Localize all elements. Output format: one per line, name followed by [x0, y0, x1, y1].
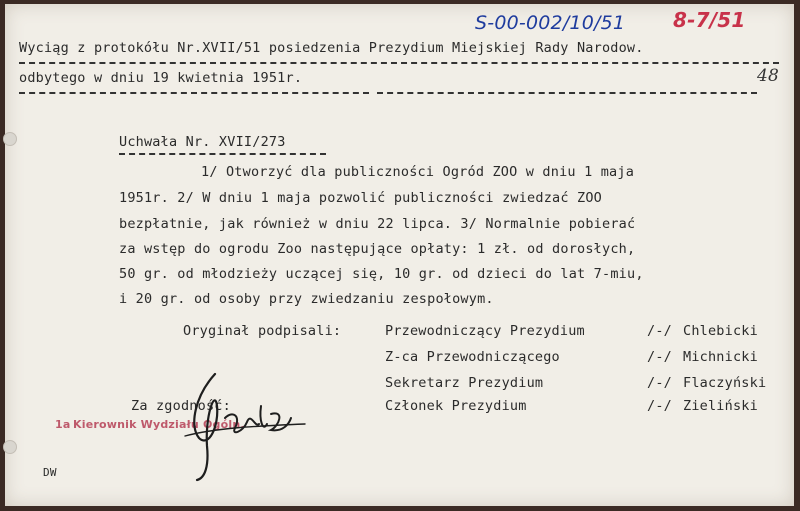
archive-number: S-00-002/10/51	[475, 12, 626, 34]
punch-hole-top	[3, 132, 17, 146]
signature-name-2: Michnicki	[683, 349, 758, 365]
signature-mark-4: /-/	[647, 398, 672, 414]
header-line-1: Wyciąg z protokółu Nr.XVII/51 posiedzenia Prezydium Miejskiej Rady Narodow.	[19, 40, 644, 56]
header-dash-2b	[377, 92, 757, 94]
signature-role-4: Członek Prezydium	[385, 398, 527, 414]
signature-role-3: Sekretarz Prezydium	[385, 375, 544, 391]
signature-name-1: Chlebicki	[683, 323, 758, 339]
signature-role-2: Z-ca Przewodniczącego	[385, 349, 560, 365]
typist-initials: DW	[43, 466, 57, 479]
signature-mark-1: /-/	[647, 323, 672, 339]
signature-mark-2: /-/	[647, 349, 672, 365]
header-dash-1	[19, 62, 779, 64]
body-line-4: za wstęp do ogrodu Zoo następujące opłaty: 1 zł. od dorosłych,	[119, 241, 636, 257]
body-line-1: 1/ Otworzyć dla publiczności Ogród ZOO w dniu 1 maja	[201, 164, 635, 180]
conformity-label: Za zgodność:	[131, 398, 231, 414]
signature-mark-3: /-/	[647, 375, 672, 391]
header-line-2: odbytego w dniu 19 kwietnia 1951r.	[19, 70, 303, 86]
punch-hole-bottom	[3, 440, 17, 454]
office-stamp-prefix: 1a	[55, 418, 71, 431]
page-number: 48	[757, 66, 780, 86]
signature-name-4: Zieliński	[683, 398, 758, 414]
header-dash-2	[19, 92, 369, 94]
red-reference-number: 8-7/51	[673, 8, 746, 32]
body-line-2: 1951r. 2/ W dniu 1 maja pozwolić publiczności zwiedzać ZOO	[119, 190, 603, 206]
body-line-5: 50 gr. od młodzieży uczącej się, 10 gr. od dzieci do lat 7-miu,	[119, 266, 644, 282]
document-page	[5, 4, 794, 506]
body-line-6: i 20 gr. od osoby przy zwiedzaniu zespołowym.	[119, 291, 494, 307]
handwritten-signature	[175, 366, 315, 484]
signature-role-1: Przewodniczący Prezydium	[385, 323, 585, 339]
title-underline	[119, 153, 326, 155]
resolution-title: Uchwała Nr. XVII/273	[119, 134, 286, 150]
body-line-3: bezpłatnie, jak również w dniu 22 lipca. 3/ Normalnie pobierać	[119, 216, 636, 232]
signatures-intro: Oryginał podpisali:	[183, 323, 342, 339]
signature-name-3: Flaczyński	[683, 375, 767, 391]
office-stamp: Kierownik Wydziału Ogóln.	[73, 418, 245, 431]
